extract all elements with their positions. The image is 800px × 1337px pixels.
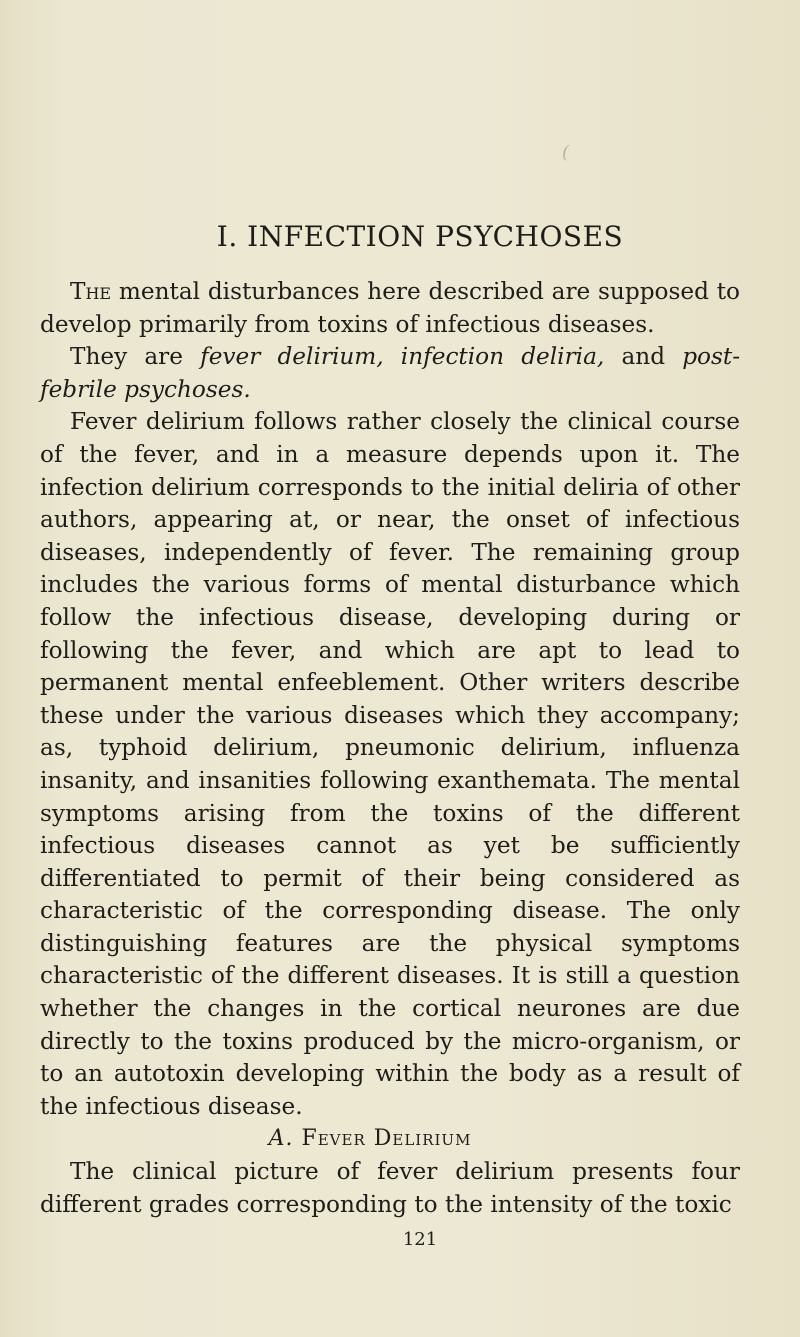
types-conjunction: and: [621, 343, 666, 371]
types-intro: They are: [70, 343, 183, 371]
chapter-title: I. INFECTION PSYCHOSES: [216, 220, 624, 253]
section-title: Fever Delirium: [301, 1126, 472, 1152]
margin-pencil-mark: (: [562, 142, 570, 163]
body-text: [40, 276, 740, 1221]
paragraph-types: [40, 341, 740, 406]
section-heading: [40, 1123, 740, 1156]
term-fever-delirium: fever delirium,: [200, 343, 384, 371]
paragraph-lead-word: The: [70, 278, 112, 305]
term-infection-deliria: infection deliria,: [400, 343, 605, 371]
paragraph-description: Fever delirium follows rather closely the clinical course of the fever, and in a measure depends upon it. The infection delirium corresponds to the initial deliria of other authors, appearing at, or near, the onset of infectious diseases, independently of fever. The remaining group includes the various forms of mental disturbance which follow the infectious disease, developing during or following the fever, and which are apt to lead to permanent mental enfeeblement. Other writers describe these under the various diseases which they accompany; as, typhoid delirium, pneumonic delirium, influenza insanity, and insanities following exanthemata. The mental symptoms arising from the toxins of the different infectious diseases cannot as yet be sufficiently differentiated to permit of their being considered as characteristic of the corresponding disease. The only distinguishing features are the physical symptoms characteristic of the different diseases. It is still a question whether the changes in the cortical neurones are due directly to the toxins produced by the micro-organism, or to an autotoxin developing within the body as a result of the infectious disease.: [40, 408, 740, 1120]
term-post-febrile-psychoses: post-febrile psychoses.: [40, 343, 741, 403]
paragraph-intro: [40, 276, 740, 341]
page-number: 121: [402, 1229, 438, 1250]
paragraph-intro-text: mental disturbances here described are supposed to develop primarily from toxins of infectious diseases.: [40, 278, 740, 338]
paragraph-clinical-picture: The clinical picture of fever delirium presents four different grades corresponding to the intensity of the toxic: [40, 1158, 740, 1218]
section-letter: A.: [268, 1126, 294, 1152]
